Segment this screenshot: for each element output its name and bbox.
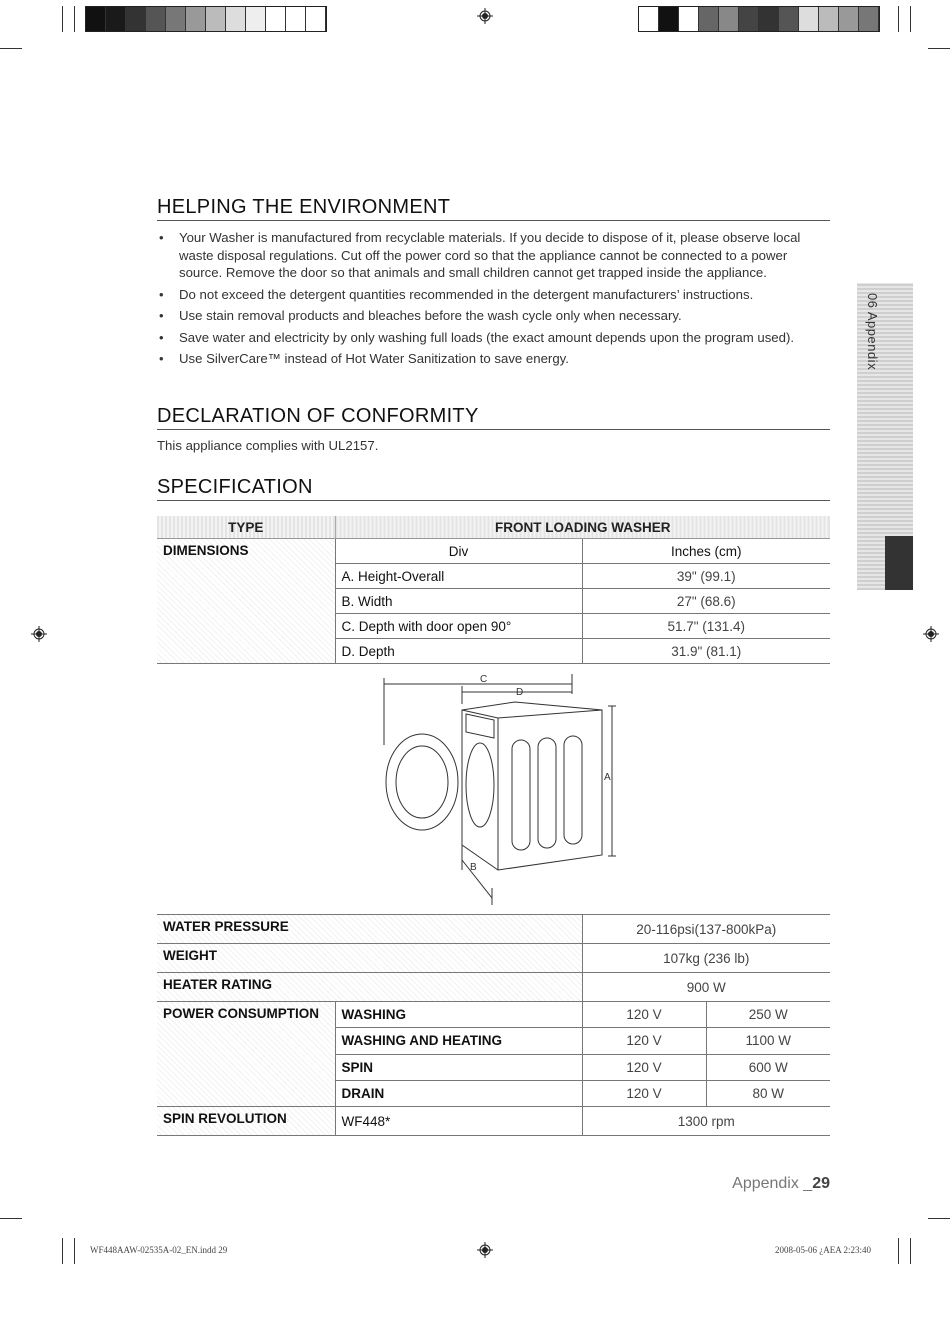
section-title-specification: SPECIFICATION <box>157 476 830 501</box>
appendix-side-tab <box>857 283 913 590</box>
dim-value: 51.7" (131.4) <box>582 614 830 639</box>
water-pressure-label: WATER PRESSURE <box>157 915 582 944</box>
side-tab-label: 06 Appendix <box>865 293 880 371</box>
washer-dimension-diagram <box>370 670 630 905</box>
dim-value: 39" (99.1) <box>582 564 830 589</box>
list-item: • Your Washer is manufactured from recyclable materials. If you decide to dispose of it, please observe local waste disposal regulations. Cut off the power cord so that the appliance cannot be connected to a power source. Remove the door so that animals and small children cannot get trapped inside the appliance. <box>157 229 830 282</box>
crop-mark <box>910 6 911 32</box>
type-value: FRONT LOADING WASHER <box>335 516 830 539</box>
power-mode: WASHING AND HEATING <box>335 1028 582 1054</box>
list-item: • Save water and electricity by only washing full loads (the exact amount depends upon the program used). <box>157 329 830 347</box>
diagram-label-b: B <box>470 862 477 873</box>
dim-value: 27" (68.6) <box>582 589 830 614</box>
registration-mark-icon <box>923 626 939 642</box>
color-bar-right <box>638 6 880 32</box>
power-volt: 120 V <box>582 1002 706 1028</box>
crop-mark <box>74 6 75 32</box>
dim-name: D. Depth <box>335 639 582 664</box>
color-bar-left <box>85 6 327 32</box>
crop-mark <box>928 48 950 49</box>
crop-mark <box>898 1238 899 1264</box>
list-item: • Do not exceed the detergent quantities recommended in the detergent manufacturers’ instructions. <box>157 286 830 304</box>
page-number-footer <box>732 1175 830 1193</box>
crop-mark <box>62 6 63 32</box>
page-label: Appendix _ <box>732 1175 813 1192</box>
section-title-conformity: DECLARATION OF CONFORMITY <box>157 405 830 430</box>
list-item: • Use SilverCare™ instead of Hot Water Sanitization to save energy. <box>157 350 830 368</box>
diagram-label-d: D <box>516 687 524 698</box>
power-mode: DRAIN <box>335 1080 582 1106</box>
dim-name: A. Height-Overall <box>335 564 582 589</box>
side-tab-marker <box>885 536 913 590</box>
power-mode: SPIN <box>335 1054 582 1080</box>
spin-model: WF448* <box>335 1107 582 1136</box>
power-mode: WASHING <box>335 1002 582 1028</box>
power-volt: 120 V <box>582 1028 706 1054</box>
spec-table-details <box>157 914 830 1136</box>
table-row <box>157 944 830 973</box>
heater-value: 900 W <box>582 973 830 1002</box>
timestamp: 2008-05-06 ¿AEA 2:23:40 <box>775 1245 871 1255</box>
crop-mark <box>74 1238 75 1264</box>
table-row <box>157 915 830 944</box>
type-label: TYPE <box>157 516 335 539</box>
power-watt: 80 W <box>706 1080 830 1106</box>
crop-mark <box>898 6 899 32</box>
spin-value: 1300 rpm <box>582 1107 830 1136</box>
registration-mark-icon <box>477 1242 493 1258</box>
table-row <box>157 1107 830 1136</box>
power-watt: 250 W <box>706 1002 830 1028</box>
table-row <box>157 1002 830 1028</box>
diagram-label-a: A <box>604 772 611 783</box>
power-volt: 120 V <box>582 1054 706 1080</box>
dim-name: B. Width <box>335 589 582 614</box>
crop-mark <box>0 48 22 49</box>
power-watt: 1100 W <box>706 1028 830 1054</box>
dim-value: 31.9" (81.1) <box>582 639 830 664</box>
page-number: 29 <box>812 1175 830 1192</box>
list-item: • Use stain removal products and bleaches before the wash cycle only when necessary. <box>157 307 830 325</box>
power-consumption-label: POWER CONSUMPTION <box>157 1002 335 1107</box>
diagram-label-c: C <box>480 674 488 685</box>
crop-mark <box>910 1238 911 1264</box>
dim-name: C. Depth with door open 90° <box>335 614 582 639</box>
weight-value: 107kg (236 lb) <box>582 944 830 973</box>
table-row <box>157 973 830 1002</box>
conformity-text: This appliance complies with UL2157. <box>157 438 379 453</box>
power-watt: 600 W <box>706 1054 830 1080</box>
file-name: WF448AAW-02535A-02_EN.indd 29 <box>90 1245 228 1255</box>
section-title-environment: HELPING THE ENVIRONMENT <box>157 196 830 221</box>
water-pressure-value: 20-116psi(137-800kPa) <box>582 915 830 944</box>
registration-mark-icon <box>31 626 47 642</box>
spec-table-dimensions <box>157 516 830 664</box>
crop-mark <box>928 1218 950 1219</box>
dim-col-div: Div <box>335 539 582 564</box>
crop-mark <box>0 1218 22 1219</box>
environment-list <box>157 229 830 372</box>
heater-label: HEATER RATING <box>157 973 582 1002</box>
spin-revolution-label: SPIN REVOLUTION <box>157 1107 335 1136</box>
weight-label: WEIGHT <box>157 944 582 973</box>
power-volt: 120 V <box>582 1080 706 1106</box>
dimensions-label: DIMENSIONS <box>157 539 335 664</box>
crop-mark <box>62 1238 63 1264</box>
dim-col-inches: Inches (cm) <box>582 539 830 564</box>
registration-mark-icon <box>477 8 493 24</box>
